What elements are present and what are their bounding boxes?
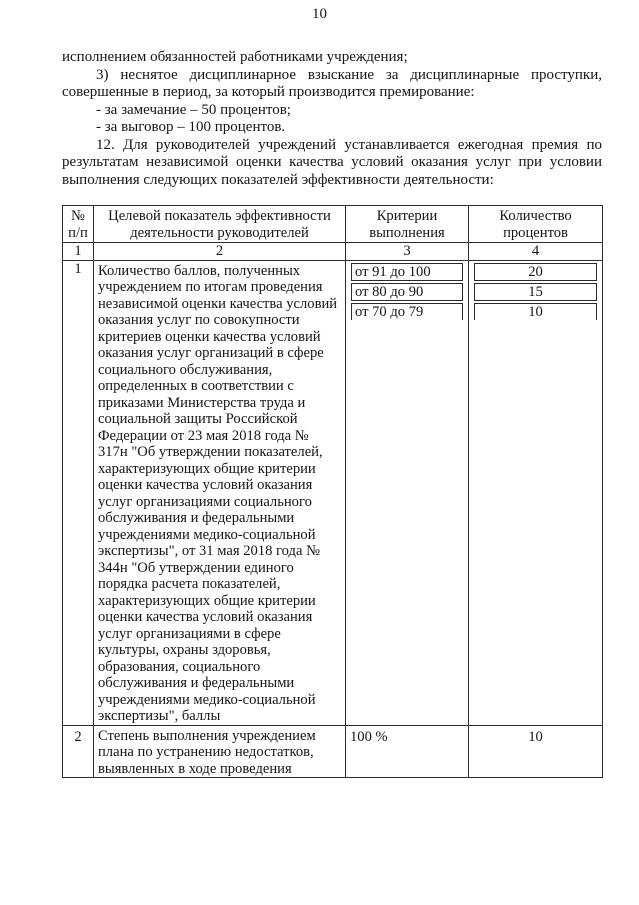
indicator-description: Количество баллов, полученных учреждением по итогам проведения независимой оценки качества условий оказания услуг по совокупности критериев оценки качества условий оказания услуг организаций в сфере социального обслуживания, определенных в соответствии с приказами Министерства труда и социальной защиты Российской Федерации от 23 мая 2018 года № 317н "Об утверждении показателей, характеризующих общие критерии оценки качества условий оказания услуг организациями социального обслуживания и федеральными учреждениями медико-социальной экспертизы", от 31 мая 2018 года № 344н "Об утверждении единого порядка расчета показателей, характеризующих общие критерии оценки качества условий оказания услуг организациями в сфере культуры, охраны здоровья, образования, социального обслуживания и федеральными учреждениями медико-социальной экспертизы", баллы bbox=[94, 260, 346, 725]
percent-item: 10 bbox=[469, 725, 603, 778]
percent-item: 20 bbox=[474, 263, 597, 281]
list-item-reprimand: - за выговор – 100 процентов. bbox=[96, 119, 286, 135]
column-number-row bbox=[63, 243, 603, 261]
indicators-table bbox=[62, 205, 603, 778]
criteria-item: от 80 до 90 bbox=[351, 283, 463, 301]
column-number: 2 bbox=[94, 243, 346, 261]
column-number: 4 bbox=[469, 243, 603, 261]
header-number: № п/п bbox=[63, 206, 94, 243]
header-criteria: Критерии выполнения bbox=[346, 206, 469, 243]
header-percent: Количество процентов bbox=[469, 206, 603, 243]
row-number: 1 bbox=[63, 260, 94, 725]
list-item-remark: - за замечание – 50 процентов; bbox=[96, 101, 291, 118]
column-number: 1 bbox=[63, 243, 94, 261]
row-number: 2 bbox=[63, 725, 94, 778]
table-header-row bbox=[63, 206, 603, 243]
criteria-cell bbox=[346, 260, 469, 725]
body-text bbox=[62, 49, 602, 189]
column-number: 3 bbox=[346, 243, 469, 261]
table-row bbox=[63, 260, 603, 725]
percent-item: 15 bbox=[474, 283, 597, 301]
paragraph-item-12: 12. Для руководителей учреждений устанавливается ежегодная премия по результатам независимой оценки качества условий оказания услуг при условии выполнения следующих показателей эффективности деятельности: bbox=[62, 136, 602, 188]
percent-cell bbox=[469, 260, 603, 725]
criteria-item: от 70 до 79 bbox=[351, 303, 463, 320]
criteria-item: 100 % bbox=[346, 725, 469, 778]
header-indicator: Целевой показатель эффективности деятельности руководителей bbox=[94, 206, 346, 243]
criteria-item: от 91 до 100 bbox=[351, 263, 463, 281]
paragraph-continuation: исполнением обязанностей работниками учреждения; bbox=[62, 49, 408, 65]
page-number: 10 bbox=[312, 6, 327, 22]
indicator-description: Степень выполнения учреждением плана по устранению недостатков, выявленных в ходе проведения bbox=[94, 725, 346, 778]
table-row bbox=[63, 725, 603, 778]
percent-item: 10 bbox=[474, 303, 597, 320]
paragraph-item-3: 3) неснятое дисциплинарное взыскание за дисциплинарные проступки, совершенные в период, за который производится премирование: bbox=[62, 66, 602, 100]
